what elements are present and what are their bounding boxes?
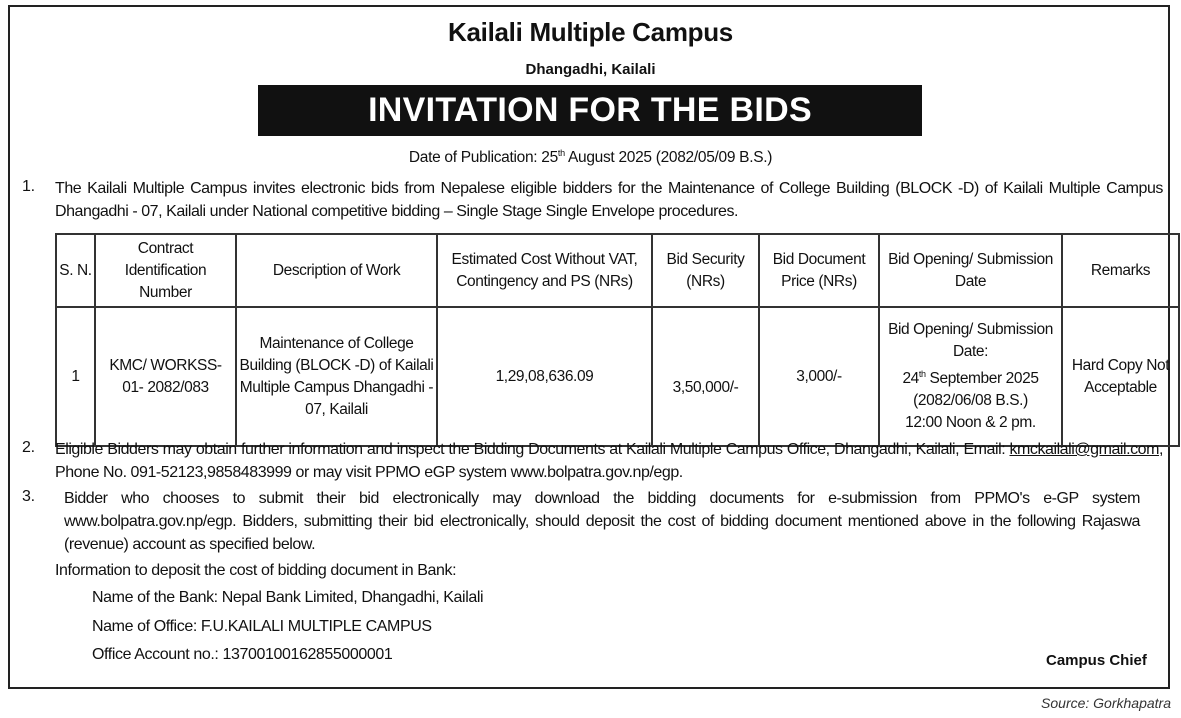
col-contract-id: Contract Identification Number (95, 234, 236, 307)
publication-date (0, 148, 1181, 167)
col-remarks: Remarks (1062, 234, 1179, 307)
para-2 (55, 438, 1163, 484)
office-name: Name of Office: F.U.KAILALI MULTIPLE CAMPUS (92, 618, 432, 635)
date-line-2 (882, 363, 1059, 390)
cell-estimated-cost: 1,29,08,636.09 (437, 307, 652, 446)
cell-opening-date (879, 307, 1062, 446)
date-line-3: (2082/06/08 B.S.) (913, 392, 1028, 410)
date-month: September 2025 (925, 370, 1039, 388)
source-credit: Source: Gorkhapatra (1041, 695, 1171, 711)
date-day: 24 (902, 370, 919, 388)
date-line-4: 12:00 Noon & 2 pm. (905, 414, 1036, 432)
para-2-text-b: , Phone No. 091-52123,9858483999 or may visit PPMO eGP system www.bolpatra.gov.np/egp. (55, 441, 1163, 481)
institution-title: Kailali Multiple Campus (448, 17, 733, 47)
col-sn: S. N. (56, 234, 95, 307)
col-estimated-cost: Estimated Cost Without VAT, Contingency and PS (NRs) (437, 234, 652, 307)
bank-intro: Information to deposit the cost of bidding document in Bank: (55, 562, 457, 579)
date-sup: th (557, 148, 565, 158)
notice-banner: INVITATION FOR THE BIDS (258, 85, 922, 136)
cell-document-price: 3,000/- (759, 307, 879, 446)
para-1-number: 1. (22, 178, 35, 195)
col-description: Description of Work (236, 234, 437, 307)
institution-location: Dhangadhi, Kailali (525, 61, 656, 78)
date-day-sup: th (918, 368, 926, 379)
account-number: Office Account no.: 13700100162855000001 (92, 646, 393, 663)
cell-sn: 1 (56, 307, 95, 446)
date-line-1: Bid Opening/ Submission Date: (888, 320, 1053, 360)
email-link[interactable]: kmckailali@gmail.com (1009, 441, 1159, 458)
bank-name: Name of the Bank: Nepal Bank Limited, Dhangadhi, Kailali (92, 589, 484, 606)
col-bid-security: Bid Security (NRs) (652, 234, 759, 307)
cell-bid-security: 3,50,000/- (652, 307, 759, 446)
col-document-price: Bid Document Price (NRs) (759, 234, 879, 307)
para-1: The Kailali Multiple Campus invites electronic bids from Nepalese eligible bidders for the Maintenance of College Building (BLOCK -D) of Kailali Multiple Campus Dhangadhi - 07, Kailali under National competitive bidding – Single Stage Single Envelope procedures. (55, 180, 1163, 220)
cell-contract-id: KMC/ WORKSS- 01- 2082/083 (95, 307, 236, 446)
para-2-number: 2. (22, 439, 35, 456)
para-3-number: 3. (22, 488, 35, 505)
table-row (56, 307, 1179, 446)
table-header-row (56, 234, 1179, 307)
para-2-text-a: Eligible Bidders may obtain further information and inspect the Bidding Documents at Kailali Multiple Campus Office, Dhangadhi, Kailali, Email: (55, 441, 1010, 458)
cell-remarks: Hard Copy Not Acceptable (1062, 307, 1179, 446)
cell-description: Maintenance of College Building (BLOCK -D) of Kailali Multiple Campus Dhangadhi - 07, Kailali (236, 307, 437, 446)
bid-table (55, 233, 1180, 447)
date-suffix: August 2025 (2082/05/09 B.S.) (564, 149, 773, 167)
date-prefix: Date of Publication: 25 (408, 149, 558, 167)
col-opening-date: Bid Opening/ Submission Date (879, 234, 1062, 307)
para-3: Bidder who chooses to submit their bid electronically may download the bidding documents for e-submission from PPMO's e-GP system www.bolpatra.gov.np/egp. Bidders, submitting their bid electronically, should deposit the cost of bidding document mentioned above in the following Rajaswa (revenue) account as specified below. (64, 490, 1140, 553)
signature: Campus Chief (1046, 652, 1147, 669)
